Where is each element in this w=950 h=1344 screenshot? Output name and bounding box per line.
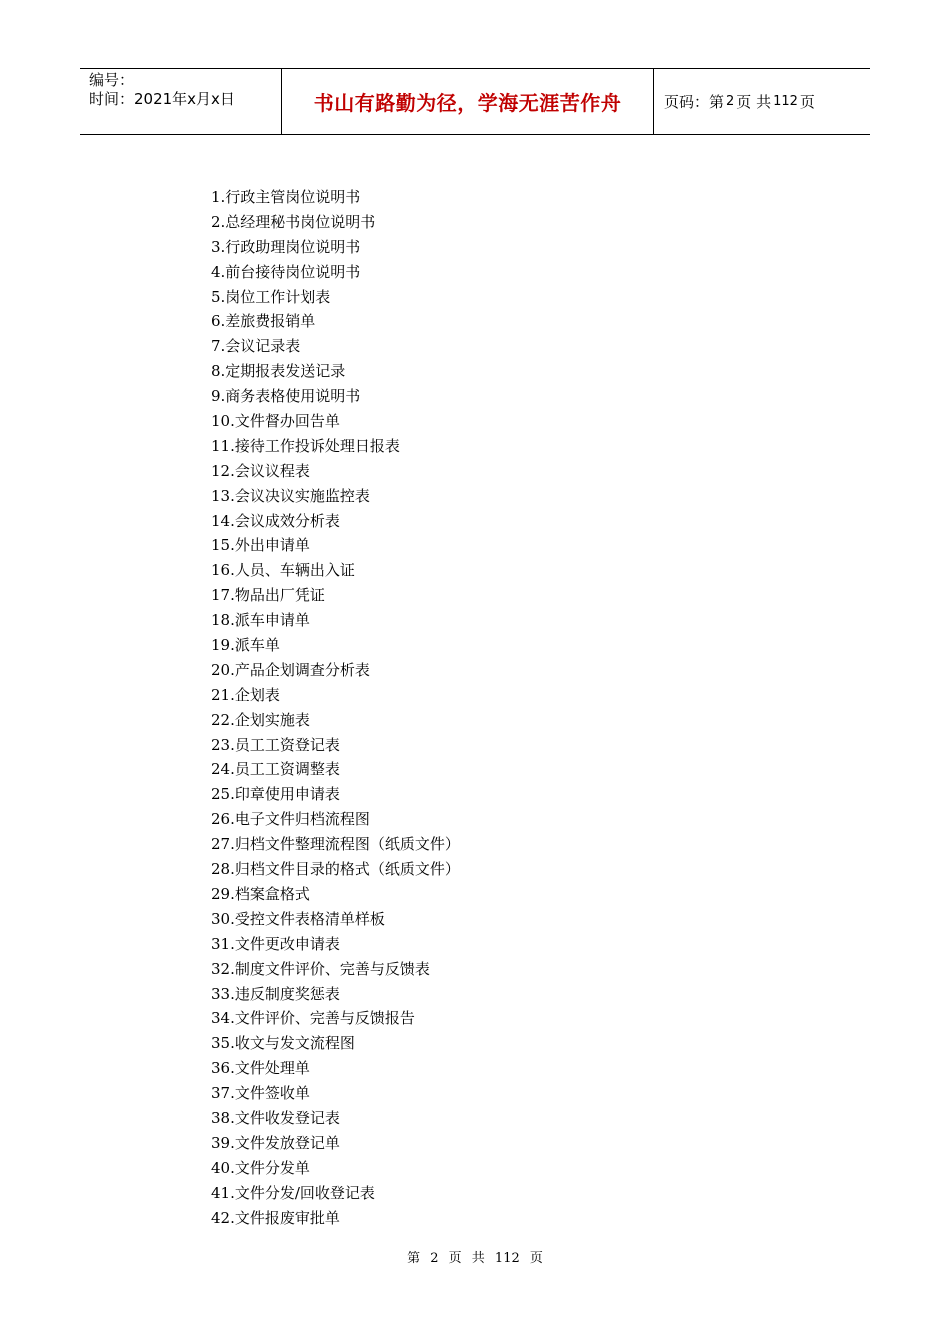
toc-item: 41.文件分发/回收登记表 bbox=[211, 1183, 375, 1202]
page-prefix: 页码：第 bbox=[664, 93, 725, 111]
toc-item: 30.受控文件表格清单样板 bbox=[211, 909, 385, 928]
toc-item: 23.员工工资登记表 bbox=[211, 735, 340, 754]
toc-item: 16.人员、车辆出入证 bbox=[211, 561, 355, 580]
table-of-contents bbox=[211, 185, 460, 1230]
toc-item: 36.文件处理单 bbox=[211, 1059, 310, 1078]
toc-item: 26.电子文件归档流程图 bbox=[211, 810, 370, 829]
toc-item: 40.文件分发单 bbox=[211, 1158, 310, 1177]
toc-item: 25.印章使用申请表 bbox=[211, 785, 340, 804]
toc-item: 14.会议成效分析表 bbox=[211, 511, 340, 530]
toc-item: 13.会议决议实施监控表 bbox=[211, 486, 370, 505]
toc-item: 10.文件督办回告单 bbox=[211, 412, 340, 431]
toc-item: 21.企划表 bbox=[211, 685, 280, 704]
document-number-label: 编号： bbox=[89, 71, 135, 89]
toc-item: 9.商务表格使用说明书 bbox=[211, 387, 361, 406]
page-suffix: 页 bbox=[799, 93, 815, 111]
toc-item: 2.总经理秘书岗位说明书 bbox=[211, 212, 376, 231]
page-footer: 第 2 页 共 112 页 bbox=[407, 1251, 543, 1266]
toc-item: 7.会议记录表 bbox=[211, 337, 301, 356]
toc-item: 38.文件收发登记表 bbox=[211, 1108, 340, 1127]
toc-item: 15.外出申请单 bbox=[211, 536, 310, 555]
toc-item: 39.文件发放登记单 bbox=[211, 1133, 340, 1152]
header-page-info bbox=[654, 69, 870, 134]
toc-item: 8.定期报表发送记录 bbox=[211, 362, 346, 381]
toc-item: 20.产品企划调查分析表 bbox=[211, 660, 370, 679]
toc-item: 24.员工工资调整表 bbox=[211, 760, 340, 779]
toc-item: 22.企划实施表 bbox=[211, 710, 310, 729]
page-current: 2 bbox=[726, 94, 735, 109]
header-meta-cell bbox=[80, 69, 282, 134]
toc-item: 31.文件更改申请表 bbox=[211, 934, 340, 953]
header-motto: 书山有路勤为径，学海无涯苦作舟 bbox=[282, 69, 654, 134]
toc-item: 19.派车单 bbox=[211, 636, 280, 655]
toc-item: 32.制度文件评价、完善与反馈表 bbox=[211, 959, 430, 978]
toc-item: 34.文件评价、完善与反馈报告 bbox=[211, 1009, 415, 1028]
toc-item: 18.派车申请单 bbox=[211, 611, 310, 630]
toc-item: 42.文件报废审批单 bbox=[211, 1208, 340, 1227]
toc-item: 17.物品出厂凭证 bbox=[211, 586, 325, 605]
toc-item: 27.归档文件整理流程图（纸质文件） bbox=[211, 835, 460, 854]
toc-item: 35.收文与发文流程图 bbox=[211, 1034, 355, 1053]
toc-item: 4.前台接待岗位说明书 bbox=[211, 262, 361, 281]
toc-item: 37.文件签收单 bbox=[211, 1084, 310, 1103]
toc-item: 12.会议议程表 bbox=[211, 461, 310, 480]
page-total: 112 bbox=[773, 94, 798, 109]
toc-item: 29.档案盒格式 bbox=[211, 884, 310, 903]
toc-item: 5.岗位工作计划表 bbox=[211, 287, 331, 306]
document-time-label: 时间：2021年x月x日 bbox=[89, 90, 235, 108]
toc-item: 3.行政助理岗位说明书 bbox=[211, 237, 361, 256]
page-mid: 页 共 bbox=[736, 93, 772, 111]
toc-item: 6.差旅费报销单 bbox=[211, 312, 316, 331]
toc-item: 1.行政主管岗位说明书 bbox=[211, 188, 361, 206]
page-header bbox=[80, 68, 870, 135]
toc-item: 33.违反制度奖惩表 bbox=[211, 984, 340, 1003]
toc-item: 28.归档文件目录的格式（纸质文件） bbox=[211, 860, 460, 879]
toc-item: 11.接待工作投诉处理日报表 bbox=[211, 436, 400, 455]
